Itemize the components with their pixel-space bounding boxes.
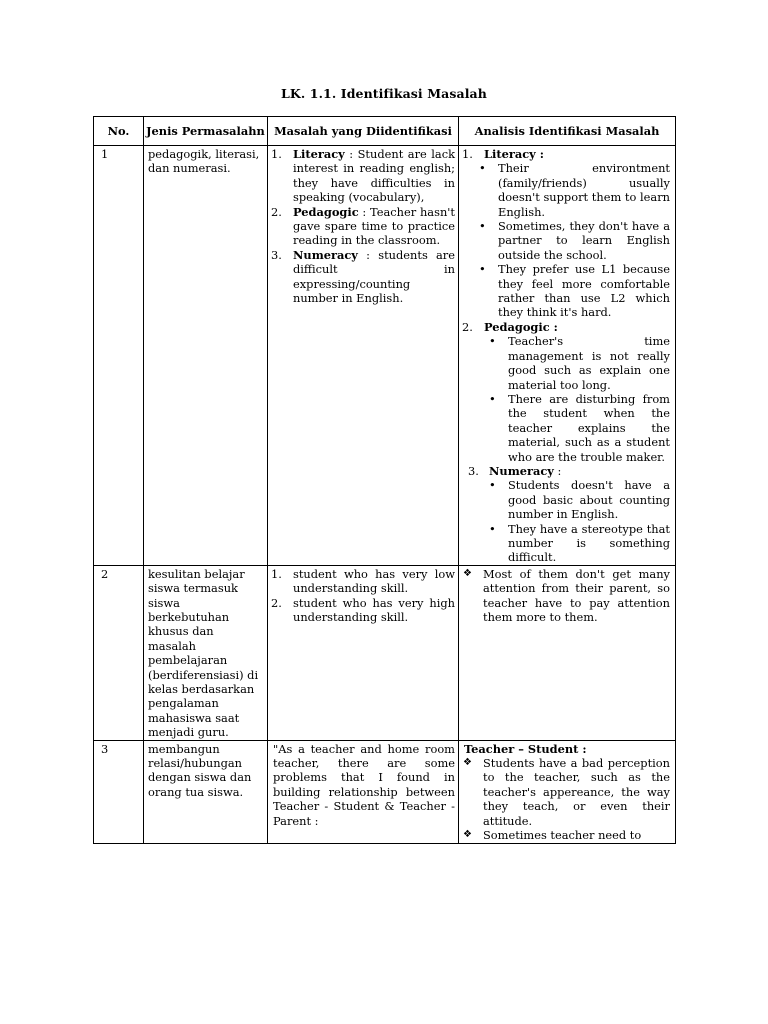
table-row — [94, 565, 676, 740]
diamond-bullet-icon: ❖ — [463, 829, 472, 841]
header-no: No. — [94, 117, 144, 146]
table-row — [94, 146, 676, 566]
jenis-cell: membangun relasi/hubungan dengan siswa dan orang tua siswa. — [144, 740, 268, 843]
analisis-cell — [459, 740, 676, 843]
jenis-cell: kesulitan belajar siswa termasuk siswa berkebutuhan khusus dan masalah pembelajaran (berdiferensiasi) di kelas berdasarkan pengalaman mahasiswa saat menjadi guru. — [144, 565, 268, 740]
analysis-heading: 2. Pedagogic : — [462, 319, 558, 334]
list-item: ❖ Sometimes teacher need to — [463, 828, 642, 843]
list-item: • There are disturbing from the student when the teacher explains the material, such as a student who are the trouble maker. — [489, 391, 670, 464]
table-row — [94, 740, 676, 843]
bullet-icon: • — [489, 521, 496, 536]
masalah-cell — [268, 565, 459, 740]
analisis-cell — [459, 146, 676, 566]
header-analisis: Analisis Identifikasi Masalah — [459, 117, 676, 146]
analysis-heading: Teacher – Student : — [464, 741, 587, 756]
list-item: ❖ Students have a bad perception to the teacher, such as the teacher's appereance, the way they teach, or even their attitude. — [463, 756, 670, 828]
analysis-heading: 3. Numeracy : — [468, 463, 562, 478]
bullet-icon: • — [479, 219, 486, 234]
masalah-cell — [268, 146, 459, 566]
page-title: LK. 1.1. Identifikasi Masalah — [281, 86, 487, 101]
diamond-bullet-icon: ❖ — [463, 757, 472, 769]
bullet-icon: • — [479, 262, 486, 277]
list-item: 1. Literacy : Student are lack interest in reading english; they have difficulties in speaking (vocabulary), — [271, 147, 455, 205]
list-item: ❖ Most of them don't get many attention from their parent, so teacher have to pay attention them more to them. — [463, 566, 670, 624]
problem-identification-table — [93, 116, 676, 844]
list-item: • Their environtment (family/friends) usually doesn't support them to learn English. — [479, 161, 670, 219]
bullet-icon: • — [489, 334, 496, 349]
jenis-cell: pedagogik, literasi, dan numerasi. — [144, 146, 268, 566]
analysis-heading: 1. Literacy : — [462, 147, 544, 161]
list-item: 2. Pedagogic : Teacher hasn't gave spare time to practice reading in the classroom. — [271, 204, 455, 248]
row-number: 3 — [94, 740, 144, 843]
header-masalah: Masalah yang Diidentifikasi — [268, 117, 459, 146]
list-item: 2. student who has very high understanding skill. — [271, 595, 455, 624]
list-item: • Sometimes, they don't have a partner to learn English outside the school. — [479, 219, 670, 262]
list-item: • Teacher's time management is not really good such as explain one material too long. — [489, 334, 670, 392]
row-number: 2 — [94, 565, 144, 740]
bullet-icon: • — [489, 391, 496, 406]
bullet-icon: • — [489, 478, 496, 493]
list-item: 3. Numeracy : students are difficult in expressing/counting number in English. — [271, 247, 455, 306]
row-number: 1 — [94, 146, 144, 566]
list-item: 1. student who has very low understanding skill. — [271, 566, 455, 596]
analisis-cell — [459, 565, 676, 740]
list-item: • They prefer use L1 because they feel more comfortable rather than use L2 which they think it's hard. — [479, 262, 670, 320]
masalah-quote: "As a teacher and home room teacher, there are some problems that I found in building relationship between Teacher - Student & Teacher - Parent : — [273, 741, 455, 828]
bullet-icon: • — [479, 161, 486, 176]
masalah-cell — [268, 740, 459, 843]
diamond-bullet-icon: ❖ — [463, 567, 472, 579]
list-item: • They have a stereotype that number is something difficult. — [489, 521, 670, 565]
table-header-row — [94, 117, 676, 146]
header-jenis: Jenis Permasalahn — [144, 117, 268, 146]
list-item: • Students doesn't have a good basic about counting number in English. — [489, 478, 670, 522]
